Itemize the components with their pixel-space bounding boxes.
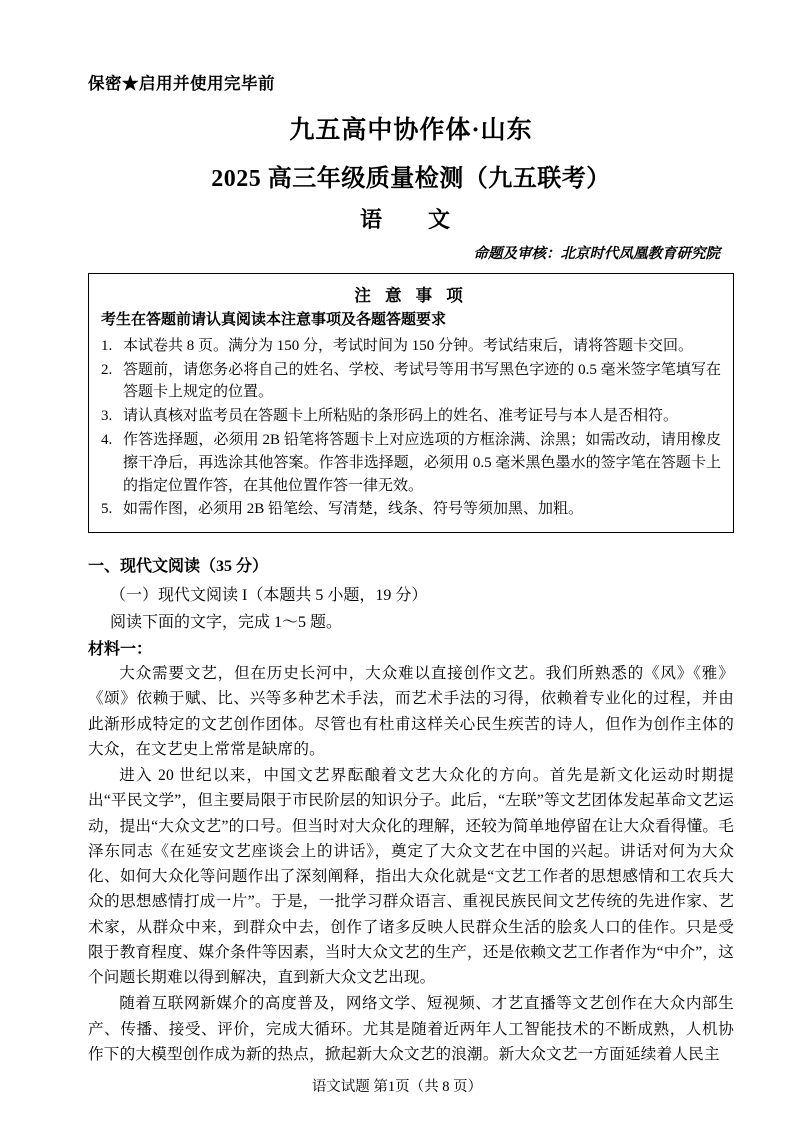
notice-item — [101, 405, 721, 428]
notice-item-number: 2. — [101, 361, 113, 378]
notice-item-text: 作答选择题，必须用 2B 铅笔将答题卡上对应选项的方框涂满、涂黑；如需改动，请用橡皮擦干净后，再选涂其他答案。作答非选择题，必须用 0.5 毫米黑色墨水的签字笔在答题卡上的指定位置作答，在其他位置作答一律无效。 — [123, 431, 721, 494]
notice-item-number: 3. — [101, 408, 113, 425]
body-paragraph: 大众需要文艺，但在历史长河中，大众难以直接创作文艺。我们所熟悉的《风》《雅》《颂》依赖于赋、比、兴等多种艺术手法，而艺术手法的习得，依赖着专业化的过程，并由此渐形成特定的文艺创作团体。尽管也有杜甫这样关心民生疾苦的诗人，但作为创作主体的大众，在文艺史上常常是缺席的。 — [88, 665, 734, 758]
secrecy-notice: 保密★启用并使用完毕前 — [88, 74, 275, 93]
author-line: 命题及审核：北京时代凤凰教育研究院 — [473, 246, 720, 262]
notice-item-text: 请认真核对监考员在答题卡上所粘贴的条形码上的姓名、准考证号与本人是否相符。 — [123, 408, 679, 425]
section-heading-one: 一、现代文阅读（35 分） — [88, 558, 269, 576]
notice-item-number: 4. — [101, 431, 113, 448]
notice-item — [101, 335, 721, 358]
subject-title: 语 文 — [359, 207, 462, 232]
notice-item-number: 5. — [101, 501, 113, 518]
title-block — [88, 110, 734, 234]
notice-item-text: 如需作图，必须用 2B 铅笔绘、写清楚，线条、符号等须加黑、加粗。 — [123, 501, 584, 518]
exam-title: 2025 高三年级质量检测（九五联考） — [211, 166, 611, 192]
page-footer: 语文试题 第1页（共 8 页） — [311, 1079, 483, 1095]
notice-item — [101, 429, 721, 497]
body-paragraph: 随着互联网新媒介的高度普及，网络文学、短视频、才艺直播等文艺创作在大众内部生产、传播、接受、评价，完成大循环。尤其是随着近两年人工智能技术的不断成熟，人机协作下的大模型创作成为新的热点，掀起新大众文艺的浪潮。新大众文艺一方面延续着人民主 — [88, 995, 734, 1063]
organization-title: 九五高中协作体·山东 — [289, 117, 533, 144]
notice-item — [101, 359, 721, 405]
material-label: 材料一： — [88, 641, 153, 659]
notice-item-text: 本试卷共 8 页。满分为 150 分，考试时间为 150 分钟。考试结束后，请将答题卡交回。 — [123, 337, 694, 354]
notice-list — [101, 335, 721, 521]
notice-box — [88, 273, 734, 533]
reading-instruction: 阅读下面的文字，完成 1～5 题。 — [110, 614, 343, 632]
body-paragraph: 进入 20 世纪以来，中国文艺界酝酿着文艺大众化的方向。首先是新文化运动时期提出“平民文学”，但主要局限于市民阶层的知识分子。此后，“左联”等文艺团体发起革命文艺运动，提出“大众文艺”的口号。但当时对大众化的理解，还较为简单地停留在让大众看得懂。毛泽东同志《在延安文艺座谈会上的讲话》，奠定了大众文艺在中国的兴起。讲话对何为大众化、如何大众化等问题作出了深刻阐释，指出大众化就是“文艺工作者的思想感情和工农兵大众的思想感情打成一片”。于是，一批学习群众语言、重视民族民间文艺传统的先进作家、艺术家，从群众中来，到群众中去，创作了诸多反映人民群众生活的脍炙人口的佳作。只是受限于教育程度、媒介条件等因素，当时大众文艺的生产，还是依赖文艺工作者作为“中介”，这个问题长期难以得到解决，直到新大众文艺出现。 — [88, 767, 734, 987]
notice-item-text: 答题前，请您务必将自己的姓名、学校、考试号等用书写黑色字迹的 0.5 毫米签字笔填写在答题卡上规定的位置。 — [123, 361, 721, 401]
subsection-heading-one: （一）现代文阅读 I（本题共 5 小题，19 分） — [110, 587, 428, 605]
notice-title: 注 意 事 项 — [354, 286, 468, 305]
notice-item — [101, 498, 721, 521]
notice-item-number: 1. — [101, 337, 113, 354]
notice-lead: 考生在答题前请认真阅读本注意事项及各题答题要求 — [101, 312, 447, 328]
